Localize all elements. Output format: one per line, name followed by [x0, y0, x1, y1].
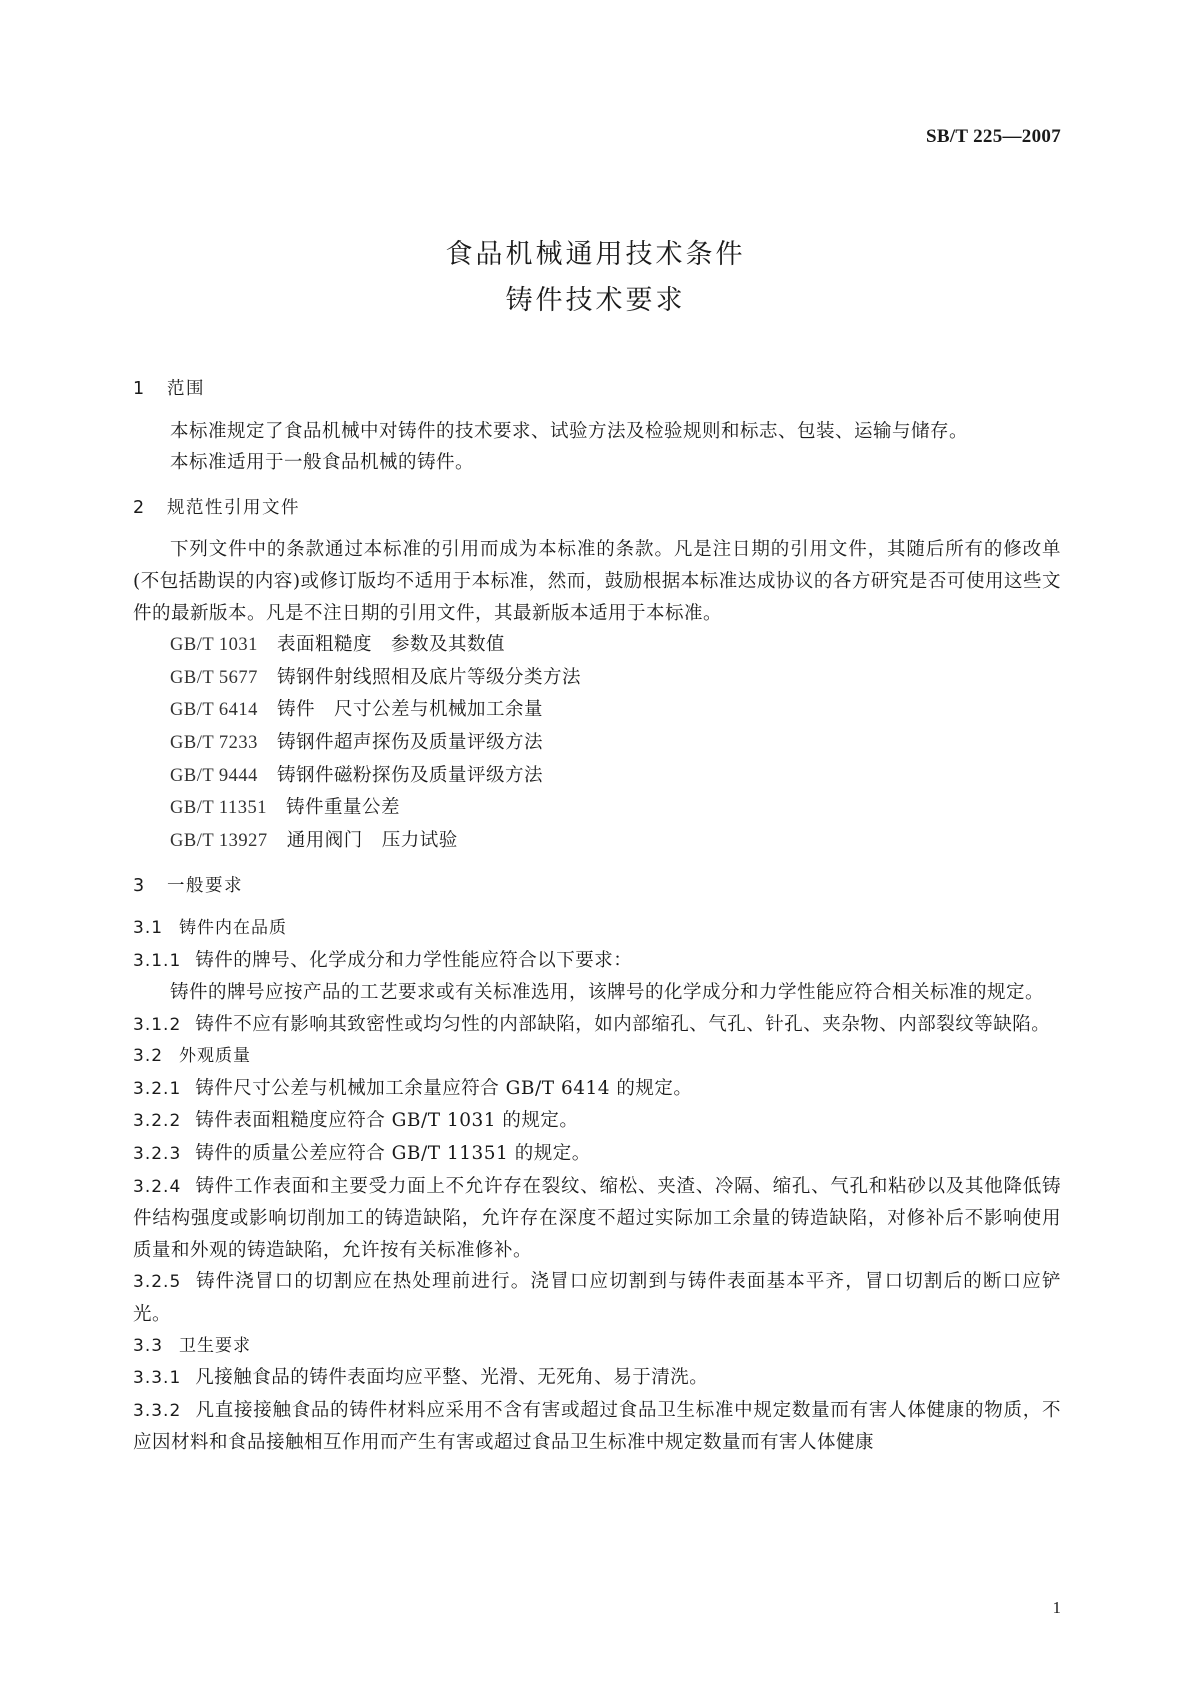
subsection-number: 3.2 [133, 1046, 164, 1067]
reference-item [133, 662, 1061, 695]
subsection-number: 3.3 [133, 1335, 164, 1356]
reference-code: GB/T 1031 [170, 635, 258, 656]
clause-text: 铸件的质量公差应符合 GB/T 11351 的规定。 [195, 1143, 591, 1165]
clause-text: 铸件尺寸公差与机械加工余量应符合 GB/T 6414 的规定。 [195, 1077, 693, 1099]
reference-item [133, 792, 1061, 825]
reference-title: 通用阀门 压力试验 [286, 829, 458, 851]
reference-title: 铸钢件磁粉探伤及质量评级方法 [276, 764, 543, 786]
clause-number: 3.2.3 [133, 1144, 182, 1165]
clause-3-3-2 [133, 1395, 1061, 1459]
reference-title: 铸件重量公差 [286, 797, 401, 819]
reference-title: 铸钢件射线照相及底片等级分类方法 [276, 666, 581, 688]
subsection-title: 铸件内在品质 [179, 917, 288, 938]
clause-text: 铸件工作表面和主要受力面上不允许存在裂纹、缩松、夹渣、冷隔、缩孔、气孔和粘砂以及其他降低铸件结构强度或影响切削加工的铸造缺陷，允许存在深度不超过实际加工余量的铸造缺陷，对修补后不影响使用质量和外观的铸造缺陷，允许按有关标准修补。 [133, 1175, 1061, 1261]
clause-number: 3.2.1 [133, 1078, 182, 1099]
reference-item [133, 825, 1061, 858]
clause-3-1-2 [133, 1009, 1061, 1042]
section-heading-general-requirements [133, 871, 1061, 903]
subsection-heading-appearance-quality [133, 1041, 1061, 1073]
clause-number: 3.2.5 [133, 1272, 182, 1293]
reference-code: GB/T 7233 [170, 732, 258, 753]
reference-code: GB/T 13927 [170, 830, 268, 851]
clause-number: 3.2.4 [133, 1176, 182, 1197]
section-title: 范围 [167, 379, 205, 399]
subsection-title: 卫生要求 [179, 1335, 252, 1356]
clause-number: 3.1.2 [133, 1014, 182, 1035]
section-title: 规范性引用文件 [167, 497, 300, 518]
reference-code: GB/T 11351 [170, 798, 267, 819]
document-title: 食品机械通用技术条件 [445, 239, 746, 270]
clause-text: 铸件的牌号、化学成分和力学性能应符合以下要求： [195, 949, 633, 971]
clause-text: 铸件浇冒口的切割应在热处理前进行。浇冒口应切割到与铸件表面基本平齐，冒口切割后的断口应铲光。 [133, 1271, 1061, 1326]
clause-number: 3.2.2 [133, 1111, 182, 1132]
clause-3-3-1 [133, 1362, 1061, 1395]
paragraph: 下列文件中的条款通过本标准的引用而成为本标准的条款。凡是注日期的引用文件，其随后所有的修改单(不包括勘误的内容)或修订版均不适用于本标准，然而，鼓励根据本标准达成协议的各方研究是否可使用这些文件的最新版本。凡是不注日期的引用文件，其最新版本适用于本标准。 [133, 539, 1061, 624]
reference-item [133, 694, 1061, 727]
section-heading-scope [133, 374, 1061, 406]
clause-number: 3.3.1 [133, 1368, 182, 1389]
standard-code: SB/T 225—2007 [926, 126, 1061, 147]
subsection-heading-internal-quality [133, 913, 1061, 945]
paragraph: 本标准适用于一般食品机械的铸件。 [170, 452, 475, 474]
paragraph: 铸件的牌号应按产品的工艺要求或有关标准选用，该牌号的化学成分和力学性能应符合相关标准的规定。 [170, 982, 1045, 1004]
reference-item [133, 629, 1061, 662]
clause-text: 凡直接接触食品的铸件材料应采用不含有害或超过食品卫生标准中规定数量而有害人体健康的物质，不应因材料和食品接触相互作用而产生有害或超过食品卫生标准中规定数量而有害人体健康 [133, 1399, 1061, 1454]
clause-number: 3.1.1 [133, 950, 182, 971]
section-number: 1 [133, 379, 146, 399]
reference-item [133, 727, 1061, 760]
clause-text: 凡接触食品的铸件表面均应平整、光滑、无死角、易于清洗。 [195, 1367, 709, 1389]
reference-title: 铸钢件超声探伤及质量评级方法 [276, 731, 543, 753]
page-number: 1 [1052, 1598, 1061, 1617]
subsection-heading-hygiene-requirements [133, 1331, 1061, 1363]
section-number: 2 [133, 497, 146, 518]
subsection-number: 3.1 [133, 917, 164, 938]
section-number: 3 [133, 876, 146, 897]
clause-text: 铸件不应有影响其致密性或均匀性的内部缺陷，如内部缩孔、气孔、针孔、夹杂物、内部裂纹等缺陷。 [195, 1013, 1051, 1035]
clause-3-2-5 [133, 1266, 1061, 1330]
clause-text: 铸件表面粗糙度应符合 GB/T 1031 的规定。 [195, 1110, 579, 1132]
subsection-title: 外观质量 [179, 1046, 252, 1067]
clause-number: 3.3.2 [133, 1400, 182, 1421]
clause-3-2-1 [133, 1073, 1061, 1106]
clause-3-1-1 [133, 945, 1061, 978]
reference-item [133, 760, 1061, 793]
document-subtitle: 铸件技术要求 [505, 285, 686, 316]
section-heading-normative-references [133, 493, 1061, 525]
reference-code: GB/T 6414 [170, 700, 258, 721]
reference-title: 铸件 尺寸公差与机械加工余量 [276, 699, 543, 721]
document-body [133, 374, 1061, 1459]
section-title: 一般要求 [167, 876, 243, 897]
paragraph: 本标准规定了食品机械中对铸件的技术要求、试验方法及检验规则和标志、包装、运输与储存。 [170, 420, 969, 442]
reference-title: 表面粗糙度 参数及其数值 [276, 634, 505, 656]
clause-3-2-3 [133, 1138, 1061, 1171]
reference-code: GB/T 9444 [170, 765, 258, 786]
clause-3-2-2 [133, 1105, 1061, 1138]
clause-3-2-4 [133, 1171, 1061, 1267]
reference-code: GB/T 5677 [170, 667, 258, 688]
